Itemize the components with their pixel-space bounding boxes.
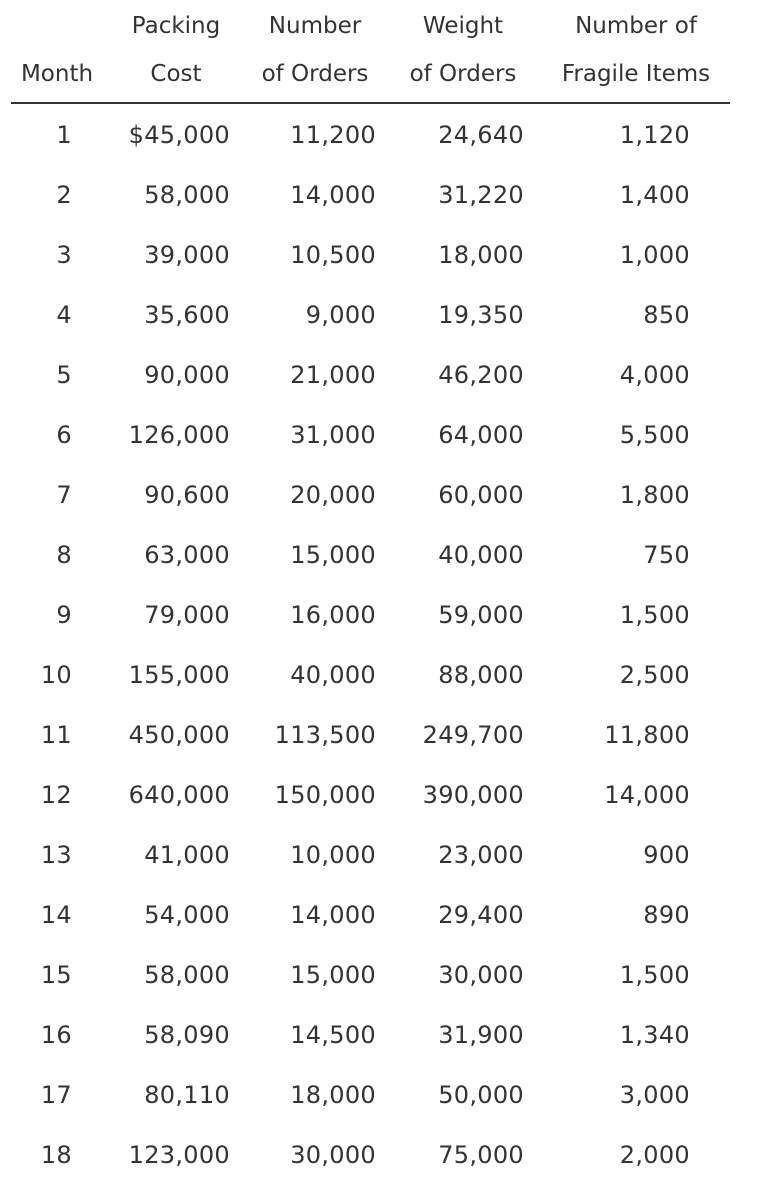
cell-weight-of-orders: 23,000 xyxy=(438,841,524,869)
cell-fragile-items: 2,000 xyxy=(619,1141,690,1169)
header-month-line2: Month xyxy=(20,61,94,87)
cell-month: 3 xyxy=(56,241,72,269)
cell-weight-of-orders: 18,000 xyxy=(438,241,524,269)
cell-weight-of-orders: 31,220 xyxy=(438,181,524,209)
cell-fragile-items: 5,500 xyxy=(619,421,690,449)
cell-weight-of-orders: 40,000 xyxy=(438,541,524,569)
cell-number-of-orders: 10,500 xyxy=(290,241,376,269)
cell-month: 15 xyxy=(40,961,72,989)
header-number-of-fragile-items-line2: Fragile Items xyxy=(561,61,711,87)
header-number-of-orders-line1: Number xyxy=(268,13,362,39)
cell-month: 8 xyxy=(56,541,72,569)
header-number-of-fragile-items-line1: Number of xyxy=(575,13,697,39)
cell-weight-of-orders: 24,640 xyxy=(438,121,524,149)
table-row xyxy=(0,645,762,705)
table-row xyxy=(0,225,762,285)
table-row xyxy=(0,765,762,825)
cell-number-of-orders: 16,000 xyxy=(290,601,376,629)
cell-month: 2 xyxy=(56,181,72,209)
header-divider xyxy=(11,102,730,104)
cell-packing-cost: 58,000 xyxy=(144,961,230,989)
cell-weight-of-orders: 88,000 xyxy=(438,661,524,689)
cell-month: 6 xyxy=(56,421,72,449)
cell-packing-cost: 80,110 xyxy=(144,1081,230,1109)
cell-number-of-orders: 15,000 xyxy=(290,961,376,989)
header-number-of-orders xyxy=(250,2,380,98)
cell-packing-cost: 41,000 xyxy=(144,841,230,869)
table-row xyxy=(0,885,762,945)
header-month xyxy=(8,2,106,98)
cell-month: 5 xyxy=(56,361,72,389)
cell-month: 9 xyxy=(56,601,72,629)
table-header xyxy=(0,0,762,104)
cell-number-of-orders: 14,000 xyxy=(290,181,376,209)
cell-packing-cost: 123,000 xyxy=(128,1141,230,1169)
cell-number-of-orders: 15,000 xyxy=(290,541,376,569)
header-weight-of-orders-line1: Weight xyxy=(422,13,504,39)
cell-packing-cost: 39,000 xyxy=(144,241,230,269)
cell-number-of-orders: 10,000 xyxy=(290,841,376,869)
cell-packing-cost: 90,000 xyxy=(144,361,230,389)
table-row xyxy=(0,585,762,645)
cell-packing-cost: 126,000 xyxy=(128,421,230,449)
cell-number-of-orders: 14,500 xyxy=(290,1021,376,1049)
table-body xyxy=(0,105,762,1185)
header-packing-cost xyxy=(116,2,236,98)
cell-fragile-items: 11,800 xyxy=(604,721,690,749)
cell-weight-of-orders: 59,000 xyxy=(438,601,524,629)
cell-fragile-items: 14,000 xyxy=(604,781,690,809)
cell-packing-cost: 450,000 xyxy=(128,721,230,749)
table-row xyxy=(0,945,762,1005)
cell-number-of-orders: 113,500 xyxy=(274,721,376,749)
table-row xyxy=(0,345,762,405)
cell-number-of-orders: 18,000 xyxy=(290,1081,376,1109)
cell-fragile-items: 850 xyxy=(643,301,690,329)
cell-weight-of-orders: 60,000 xyxy=(438,481,524,509)
cell-weight-of-orders: 30,000 xyxy=(438,961,524,989)
header-number-of-orders-line2: of Orders xyxy=(261,61,369,87)
cell-packing-cost: 155,000 xyxy=(128,661,230,689)
cell-month: 10 xyxy=(40,661,72,689)
cell-weight-of-orders: 249,700 xyxy=(422,721,524,749)
cell-fragile-items: 1,800 xyxy=(619,481,690,509)
table-row xyxy=(0,1005,762,1065)
cell-month: 11 xyxy=(40,721,72,749)
cell-number-of-orders: 14,000 xyxy=(290,901,376,929)
cell-month: 17 xyxy=(40,1081,72,1109)
cell-month: 4 xyxy=(56,301,72,329)
cell-fragile-items: 900 xyxy=(643,841,690,869)
cell-number-of-orders: 11,200 xyxy=(290,121,376,149)
header-packing-cost-line1: Packing xyxy=(131,13,221,39)
cell-month: 1 xyxy=(56,121,72,149)
table-row xyxy=(0,165,762,225)
cell-weight-of-orders: 390,000 xyxy=(422,781,524,809)
cell-fragile-items: 3,000 xyxy=(619,1081,690,1109)
cell-weight-of-orders: 29,400 xyxy=(438,901,524,929)
cell-weight-of-orders: 75,000 xyxy=(438,1141,524,1169)
table-row xyxy=(0,405,762,465)
header-packing-cost-line2: Cost xyxy=(150,61,202,87)
cell-month: 13 xyxy=(40,841,72,869)
cell-weight-of-orders: 19,350 xyxy=(438,301,524,329)
cell-month: 18 xyxy=(40,1141,72,1169)
header-weight-of-orders-line2: of Orders xyxy=(409,61,517,87)
cell-fragile-items: 1,500 xyxy=(619,601,690,629)
cell-fragile-items: 1,340 xyxy=(619,1021,690,1049)
cell-packing-cost: 35,600 xyxy=(144,301,230,329)
cell-month: 12 xyxy=(40,781,72,809)
cell-number-of-orders: 40,000 xyxy=(290,661,376,689)
table-row xyxy=(0,705,762,765)
table-row xyxy=(0,1125,762,1185)
cell-packing-cost: $45,000 xyxy=(128,121,230,149)
table-row xyxy=(0,105,762,165)
cell-number-of-orders: 21,000 xyxy=(290,361,376,389)
cell-month: 7 xyxy=(56,481,72,509)
cell-weight-of-orders: 46,200 xyxy=(438,361,524,389)
cell-fragile-items: 4,000 xyxy=(619,361,690,389)
cell-month: 16 xyxy=(40,1021,72,1049)
cell-weight-of-orders: 31,900 xyxy=(438,1021,524,1049)
header-weight-of-orders xyxy=(398,2,528,98)
cell-fragile-items: 750 xyxy=(643,541,690,569)
table-row xyxy=(0,465,762,525)
cell-packing-cost: 63,000 xyxy=(144,541,230,569)
cell-packing-cost: 58,090 xyxy=(144,1021,230,1049)
table-row xyxy=(0,825,762,885)
cell-packing-cost: 54,000 xyxy=(144,901,230,929)
cell-month: 14 xyxy=(40,901,72,929)
cell-fragile-items: 1,500 xyxy=(619,961,690,989)
table-row xyxy=(0,525,762,585)
cell-packing-cost: 640,000 xyxy=(128,781,230,809)
cell-number-of-orders: 30,000 xyxy=(290,1141,376,1169)
cell-number-of-orders: 9,000 xyxy=(305,301,376,329)
cell-fragile-items: 1,400 xyxy=(619,181,690,209)
cell-packing-cost: 79,000 xyxy=(144,601,230,629)
cell-weight-of-orders: 64,000 xyxy=(438,421,524,449)
cell-number-of-orders: 31,000 xyxy=(290,421,376,449)
table-row xyxy=(0,1065,762,1125)
cell-number-of-orders: 150,000 xyxy=(274,781,376,809)
cell-packing-cost: 90,600 xyxy=(144,481,230,509)
cell-fragile-items: 1,120 xyxy=(619,121,690,149)
cell-fragile-items: 890 xyxy=(643,901,690,929)
cell-fragile-items: 2,500 xyxy=(619,661,690,689)
table-row xyxy=(0,285,762,345)
cell-weight-of-orders: 50,000 xyxy=(438,1081,524,1109)
header-number-of-fragile-items xyxy=(548,2,724,98)
cell-packing-cost: 58,000 xyxy=(144,181,230,209)
cell-fragile-items: 1,000 xyxy=(619,241,690,269)
cell-number-of-orders: 20,000 xyxy=(290,481,376,509)
header-month-line1 xyxy=(8,2,106,50)
